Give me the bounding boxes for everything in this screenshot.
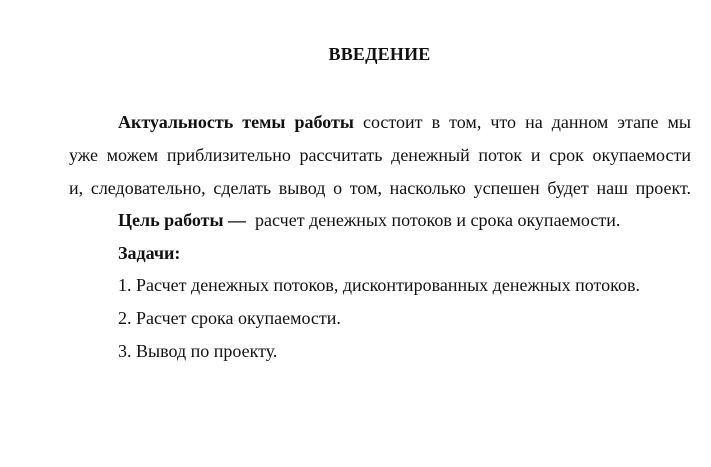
task-item-1: 1. Расчет денежных потоков, дисконтированных денежных потоков. — [118, 275, 640, 295]
relevance-lead: Актуальность темы работы — [118, 112, 354, 132]
task-item-2: 2. Расчет срока окупаемости. — [118, 308, 341, 328]
relevance-line-2: уже можем приблизительно рассчитать денежный поток и срок окупаемости — [69, 145, 691, 165]
goal-text: расчет денежных потоков и срока окупаемости. — [255, 210, 621, 230]
goal-line — [118, 209, 620, 231]
tasks-heading: Задачи: — [118, 243, 181, 263]
goal-label: Цель работы — [118, 210, 224, 230]
relevance-line-1-text: состоит в том, что на данном этапе мы — [362, 112, 692, 132]
relevance-line-3: и, следовательно, сделать вывод о том, насколько успешен будет наш проект. — [69, 178, 691, 198]
relevance-line-1 — [118, 111, 691, 133]
page-title: ВВЕДЕНИЕ — [328, 44, 431, 64]
task-item-3: 3. Вывод по проекту. — [118, 341, 278, 361]
goal-dash: — — [228, 210, 247, 230]
